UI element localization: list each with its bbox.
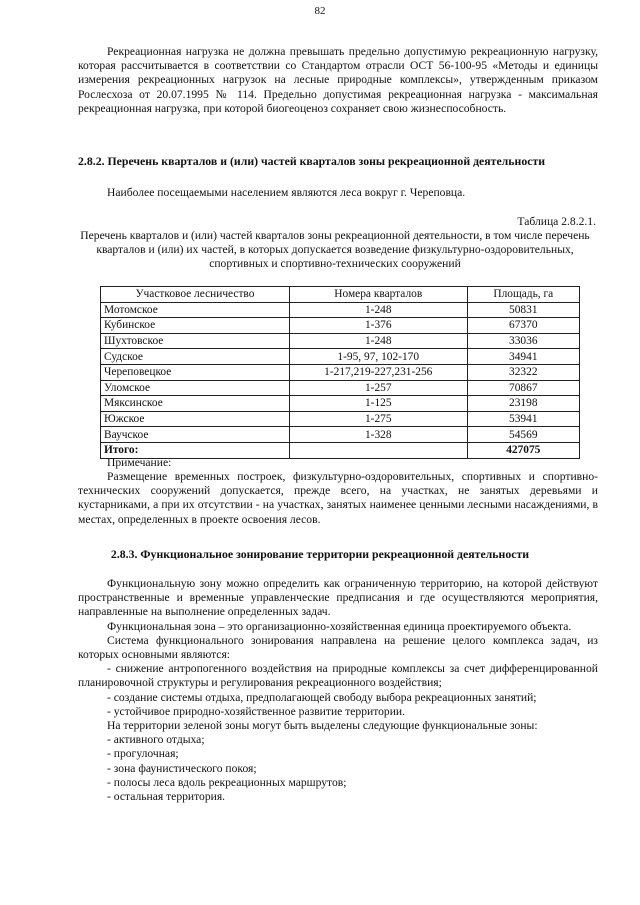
table-cell-forestry: Южское bbox=[101, 411, 290, 427]
table-cell-area: 33036 bbox=[467, 333, 579, 349]
page-number: 82 bbox=[314, 5, 326, 17]
section-2-8-3-body bbox=[78, 577, 598, 804]
note-label: Примечание: bbox=[107, 456, 172, 469]
table-cell-forestry: Мотомское bbox=[101, 302, 290, 318]
table-cell-area: 67370 bbox=[467, 318, 579, 334]
table-row bbox=[101, 302, 580, 318]
table-header-cell: Площадь, га bbox=[467, 287, 579, 303]
zone-item: - зона фаунистического покоя; bbox=[107, 761, 257, 775]
table-cell-forestry: Кубинское bbox=[101, 318, 290, 334]
table-caption: Перечень кварталов и (или) частей кварталов зоны рекреационной деятельности, в том числе перечень кварталов и (или) их частей, в которых допускается возведение физкультурно-оздоровительных, спортивных и спортивно-технических сооружений bbox=[80, 229, 590, 271]
table-row bbox=[101, 349, 580, 365]
table-cell-quarters: 1-217,219-227,231-256 bbox=[289, 364, 467, 380]
table-cell-quarters: 1-257 bbox=[289, 380, 467, 396]
table-header-cell: Номера кварталов bbox=[289, 287, 467, 303]
zone-item: - полосы леса вдоль рекреационных маршрутов; bbox=[107, 775, 347, 789]
section-2-8-2-heading: 2.8.2. Перечень кварталов и (или) частей кварталов зоны рекреационной деятельности bbox=[78, 154, 546, 168]
table-cell-area: 54569 bbox=[467, 427, 579, 443]
table-cell-quarters: 1-248 bbox=[289, 333, 467, 349]
table-cell-area: 23198 bbox=[467, 396, 579, 412]
table-cell-forestry: Шухтовское bbox=[101, 333, 290, 349]
zoning-paragraph-1: Функциональную зону можно определить как ограниченную территорию, на которой действуют пространственные и временные управленческие предписания и где осуществляются мероприятия, направленные на выполнение определенных задач. bbox=[78, 577, 598, 619]
table-label: Таблица 2.8.2.1. bbox=[517, 215, 596, 228]
table-cell-forestry: Мяксинское bbox=[101, 396, 290, 412]
goal-item: - устойчивое природно-хозяйственное развитие территории. bbox=[107, 704, 406, 718]
table-total-label: Итого: bbox=[101, 442, 290, 458]
table-header-cell: Участковое лесничество bbox=[101, 287, 290, 303]
table-row bbox=[101, 411, 580, 427]
table-cell-quarters: 1-125 bbox=[289, 396, 467, 412]
table-cell-quarters: 1-248 bbox=[289, 302, 467, 318]
table-cell-area: 53941 bbox=[467, 411, 579, 427]
table-row bbox=[101, 364, 580, 380]
table-cell-quarters: 1-328 bbox=[289, 427, 467, 443]
table-cell-forestry: Уломское bbox=[101, 380, 290, 396]
table-row bbox=[101, 396, 580, 412]
note-text: Размещение временных построек, физкультурно-оздоровительных, спортивных и спортивно-технических сооружений допускается, прежде всего, на участках, не занятых деревьями и кустарниками, а при их отсутствии - на участках, занятых наименее ценными лесными насаждениями, в местах, определенных в проекте освоения лесов. bbox=[78, 470, 598, 526]
table-row bbox=[101, 380, 580, 396]
zone-item: - остальная территория. bbox=[107, 790, 226, 804]
table-cell-area: 32322 bbox=[467, 364, 579, 380]
table-cell-quarters: 1-376 bbox=[289, 318, 467, 334]
table-cell-forestry: Череповецкое bbox=[101, 364, 290, 380]
table-row bbox=[101, 318, 580, 334]
zone-item: - активного отдыха; bbox=[107, 733, 205, 747]
section-2-8-3-heading: 2.8.3. Функциональное зонирование территории рекреационной деятельности bbox=[110, 547, 530, 561]
table-cell-area: 50831 bbox=[467, 302, 579, 318]
goal-item: - создание системы отдыха, предполагающей свободу выбора рекреационных занятий; bbox=[107, 690, 537, 704]
table-cell-quarters: 1-275 bbox=[289, 411, 467, 427]
table-cell-forestry: Судское bbox=[101, 349, 290, 365]
zoning-paragraph-3: Система функционального зонирования направлена на решение целого комплекса задач, из которых основными являются: bbox=[78, 633, 598, 662]
table-header-row bbox=[101, 287, 580, 303]
intro-paragraph: Рекреационная нагрузка не должна превышать предельно допустимую рекреационную нагрузку, которая рассчитывается в соответствии со Стандартом отрасли ОСТ 56-100-95 «Методы и единицы измерения рекреационных нагрузок на лесные природные комплексы», утвержденным приказом Рослесхоза от 20.07.1995 № 114. Предельно допустимая рекреационная нагрузка - максимальная рекреационная нагрузка, при которой биогеоценоз сохраняет свою жизнеспособность. bbox=[78, 45, 598, 115]
zone-item: - прогулочная; bbox=[107, 747, 179, 761]
table-row bbox=[101, 427, 580, 443]
zones-intro: На территории зеленой зоны могут быть выделены следующие функциональные зоны: bbox=[107, 719, 538, 733]
table-row bbox=[101, 333, 580, 349]
zoning-paragraph-2: Функциональная зона – это организационно-хозяйственная единица проектируемого объекта. bbox=[107, 619, 572, 633]
table-cell-forestry: Ваучское bbox=[101, 427, 290, 443]
table-cell-quarters: 1-95, 97, 102-170 bbox=[289, 349, 467, 365]
table-total-empty bbox=[289, 442, 467, 458]
table-cell-area: 34941 bbox=[467, 349, 579, 365]
goal-item: - снижение антропогенного воздействия на природные комплексы за счет дифференцированной планировочной структуры и регулирования рекреационного воздействия; bbox=[78, 662, 598, 690]
section-2-8-2-paragraph: Наиболее посещаемыми населением являются леса вокруг г. Череповца. bbox=[107, 186, 466, 199]
quarters-table bbox=[100, 286, 580, 459]
table-cell-area: 70867 bbox=[467, 380, 579, 396]
table-total-value: 427075 bbox=[467, 442, 579, 458]
